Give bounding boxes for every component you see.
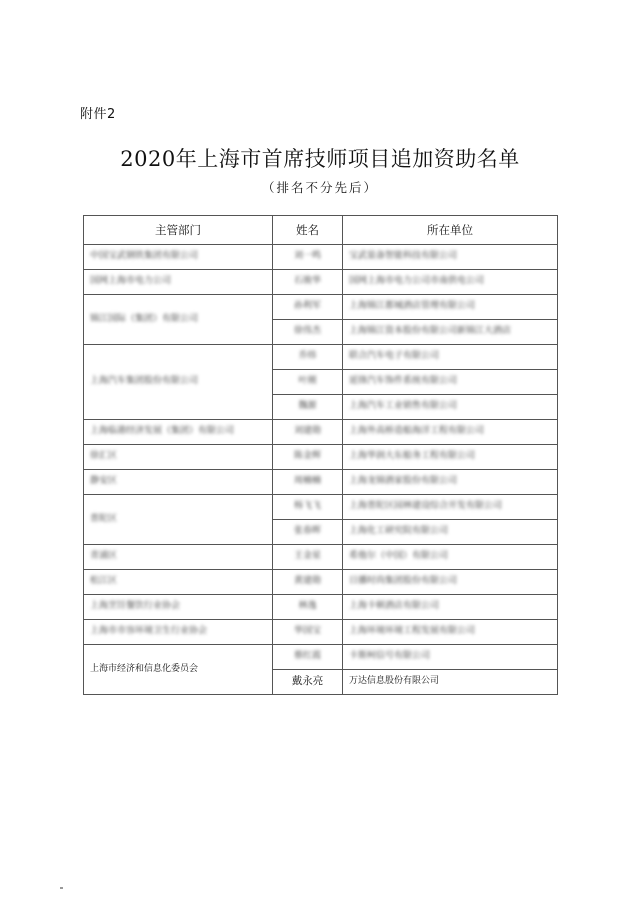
name-cell xyxy=(273,370,343,395)
name-text: 刘一鸣 xyxy=(293,251,321,262)
unit-text: 延锋汽车饰件系统有限公司 xyxy=(349,376,458,387)
name-cell xyxy=(273,620,343,645)
name-cell xyxy=(273,470,343,495)
department-cell xyxy=(84,595,273,620)
unit-text: 上海环境环境工程发展有限公司 xyxy=(349,626,476,637)
name-text: 孙利军 xyxy=(293,301,321,312)
unit-cell xyxy=(343,620,558,645)
unit-cell xyxy=(343,345,558,370)
unit-cell xyxy=(343,370,558,395)
unit-text: 上海锦江都城酒店管理有限公司 xyxy=(349,301,476,312)
table-row xyxy=(84,245,558,270)
unit-text: 宝武装备智能科技有限公司 xyxy=(349,251,458,262)
department-text: 上海市市容环境卫生行业协会 xyxy=(90,626,208,637)
unit-text: 万达信息股份有限公司 xyxy=(349,676,440,687)
table-header-row xyxy=(84,216,558,245)
department-cell xyxy=(84,645,273,695)
name-cell xyxy=(273,395,343,420)
department-cell xyxy=(84,495,273,545)
name-cell xyxy=(273,420,343,445)
department-cell xyxy=(84,445,273,470)
name-cell xyxy=(273,445,343,470)
department-text: 上海市经济和信息化委员会 xyxy=(90,663,199,674)
unit-text: 希他尔（中国）有限公司 xyxy=(349,551,449,562)
unit-cell xyxy=(343,420,558,445)
department-text: 上海烹饪餐饮行业协会 xyxy=(90,601,181,612)
unit-cell xyxy=(343,670,558,695)
name-text: 叶刚 xyxy=(298,376,317,387)
unit-text: 上海华润大东船务工程有限公司 xyxy=(349,451,476,462)
department-text: 上海汽车集团股份有限公司 xyxy=(90,376,199,387)
table-row xyxy=(84,620,558,645)
department-text: 普陀区 xyxy=(90,513,118,524)
name-cell xyxy=(273,595,343,620)
department-cell xyxy=(84,470,273,495)
table-row xyxy=(84,495,558,520)
department-text: 静安区 xyxy=(90,476,118,487)
table-row xyxy=(84,270,558,295)
unit-text: 联合汽车电子有限公司 xyxy=(349,351,440,362)
table-row xyxy=(84,595,558,620)
name-text: 杨飞飞 xyxy=(293,501,321,512)
name-text: 魏源 xyxy=(298,401,317,412)
name-cell xyxy=(273,495,343,520)
name-cell xyxy=(273,295,343,320)
header-name: 姓名 xyxy=(273,216,343,245)
table-row xyxy=(84,445,558,470)
name-text: 周楠楠 xyxy=(293,476,321,487)
page-mark xyxy=(60,887,63,889)
document-subtitle: （排名不分先后） xyxy=(261,180,378,195)
unit-cell xyxy=(343,545,558,570)
unit-cell xyxy=(343,470,558,495)
table-row xyxy=(84,345,558,370)
name-cell xyxy=(273,520,343,545)
name-cell xyxy=(273,645,343,670)
name-text: 石骏华 xyxy=(293,276,321,287)
unit-text: 国网上海市电力公司市南供电公司 xyxy=(349,276,485,287)
department-text: 徐汇区 xyxy=(90,451,118,462)
unit-cell xyxy=(343,395,558,420)
name-cell xyxy=(273,320,343,345)
unit-text: 卡斯柯信号有限公司 xyxy=(349,651,431,662)
name-text: 徐伟杰 xyxy=(293,326,321,337)
table-row xyxy=(84,470,558,495)
unit-cell xyxy=(343,445,558,470)
unit-text: 上海卡顿酒店有限公司 xyxy=(349,601,440,612)
name-cell xyxy=(273,245,343,270)
name-text: 黄建勋 xyxy=(293,576,321,587)
name-text: 华国宝 xyxy=(293,626,321,637)
department-text: 国网上海市电力公司 xyxy=(90,276,172,287)
header-department: 主管部门 xyxy=(84,216,273,245)
name-cell xyxy=(273,670,343,695)
department-cell xyxy=(84,270,273,295)
unit-cell xyxy=(343,320,558,345)
department-text: 青浦区 xyxy=(90,551,118,562)
department-cell xyxy=(84,620,273,645)
department-text: 锦江国际（集团）有限公司 xyxy=(90,313,199,324)
table-row xyxy=(84,645,558,670)
name-text: 乔炜 xyxy=(298,351,317,362)
name-cell xyxy=(273,345,343,370)
unit-cell xyxy=(343,595,558,620)
name-text: 陈金辉 xyxy=(293,451,321,462)
name-text: 蔡红霞 xyxy=(293,651,321,662)
unit-text: 日播时尚集团股份有限公司 xyxy=(349,576,458,587)
table-row xyxy=(84,295,558,320)
department-cell xyxy=(84,570,273,595)
unit-text: 上海锦江资本股份有限公司新锦江大酒店 xyxy=(349,326,512,337)
unit-cell xyxy=(343,645,558,670)
unit-text: 上海化工研究院有限公司 xyxy=(349,526,449,537)
table-row xyxy=(84,420,558,445)
name-text: 王金星 xyxy=(293,551,321,562)
department-text: 松江区 xyxy=(90,576,118,587)
name-text: 林逸 xyxy=(298,601,317,612)
header-unit: 所在单位 xyxy=(343,216,558,245)
unit-text: 上海龙锦酒家股份有限公司 xyxy=(349,476,458,487)
department-cell xyxy=(84,345,273,420)
unit-cell xyxy=(343,570,558,595)
unit-cell xyxy=(343,495,558,520)
attachment-label: 附件2 xyxy=(80,107,116,122)
name-text: 张春晖 xyxy=(293,526,321,537)
table-row xyxy=(84,570,558,595)
department-cell xyxy=(84,420,273,445)
department-text: 上海临港经济发展（集团）有限公司 xyxy=(90,426,235,437)
table-row xyxy=(84,545,558,570)
unit-cell xyxy=(343,295,558,320)
name-cell xyxy=(273,545,343,570)
department-text: 中国宝武钢铁集团有限公司 xyxy=(90,251,199,262)
funding-list-table xyxy=(83,215,558,695)
unit-text: 上海外高桥造船海洋工程有限公司 xyxy=(349,426,485,437)
unit-cell xyxy=(343,270,558,295)
unit-text: 上海汽车工业销售有限公司 xyxy=(349,401,458,412)
unit-cell xyxy=(343,245,558,270)
name-text: 刘建勋 xyxy=(293,426,321,437)
name-text: 戴永亮 xyxy=(291,675,324,688)
unit-text: 上海普陀区园林建设综合开发有限公司 xyxy=(349,501,503,512)
name-cell xyxy=(273,570,343,595)
department-cell xyxy=(84,545,273,570)
unit-cell xyxy=(343,520,558,545)
department-cell xyxy=(84,295,273,345)
name-cell xyxy=(273,270,343,295)
department-cell xyxy=(84,245,273,270)
document-title: 2020年上海市首席技师项目追加资助名单 xyxy=(120,147,520,171)
